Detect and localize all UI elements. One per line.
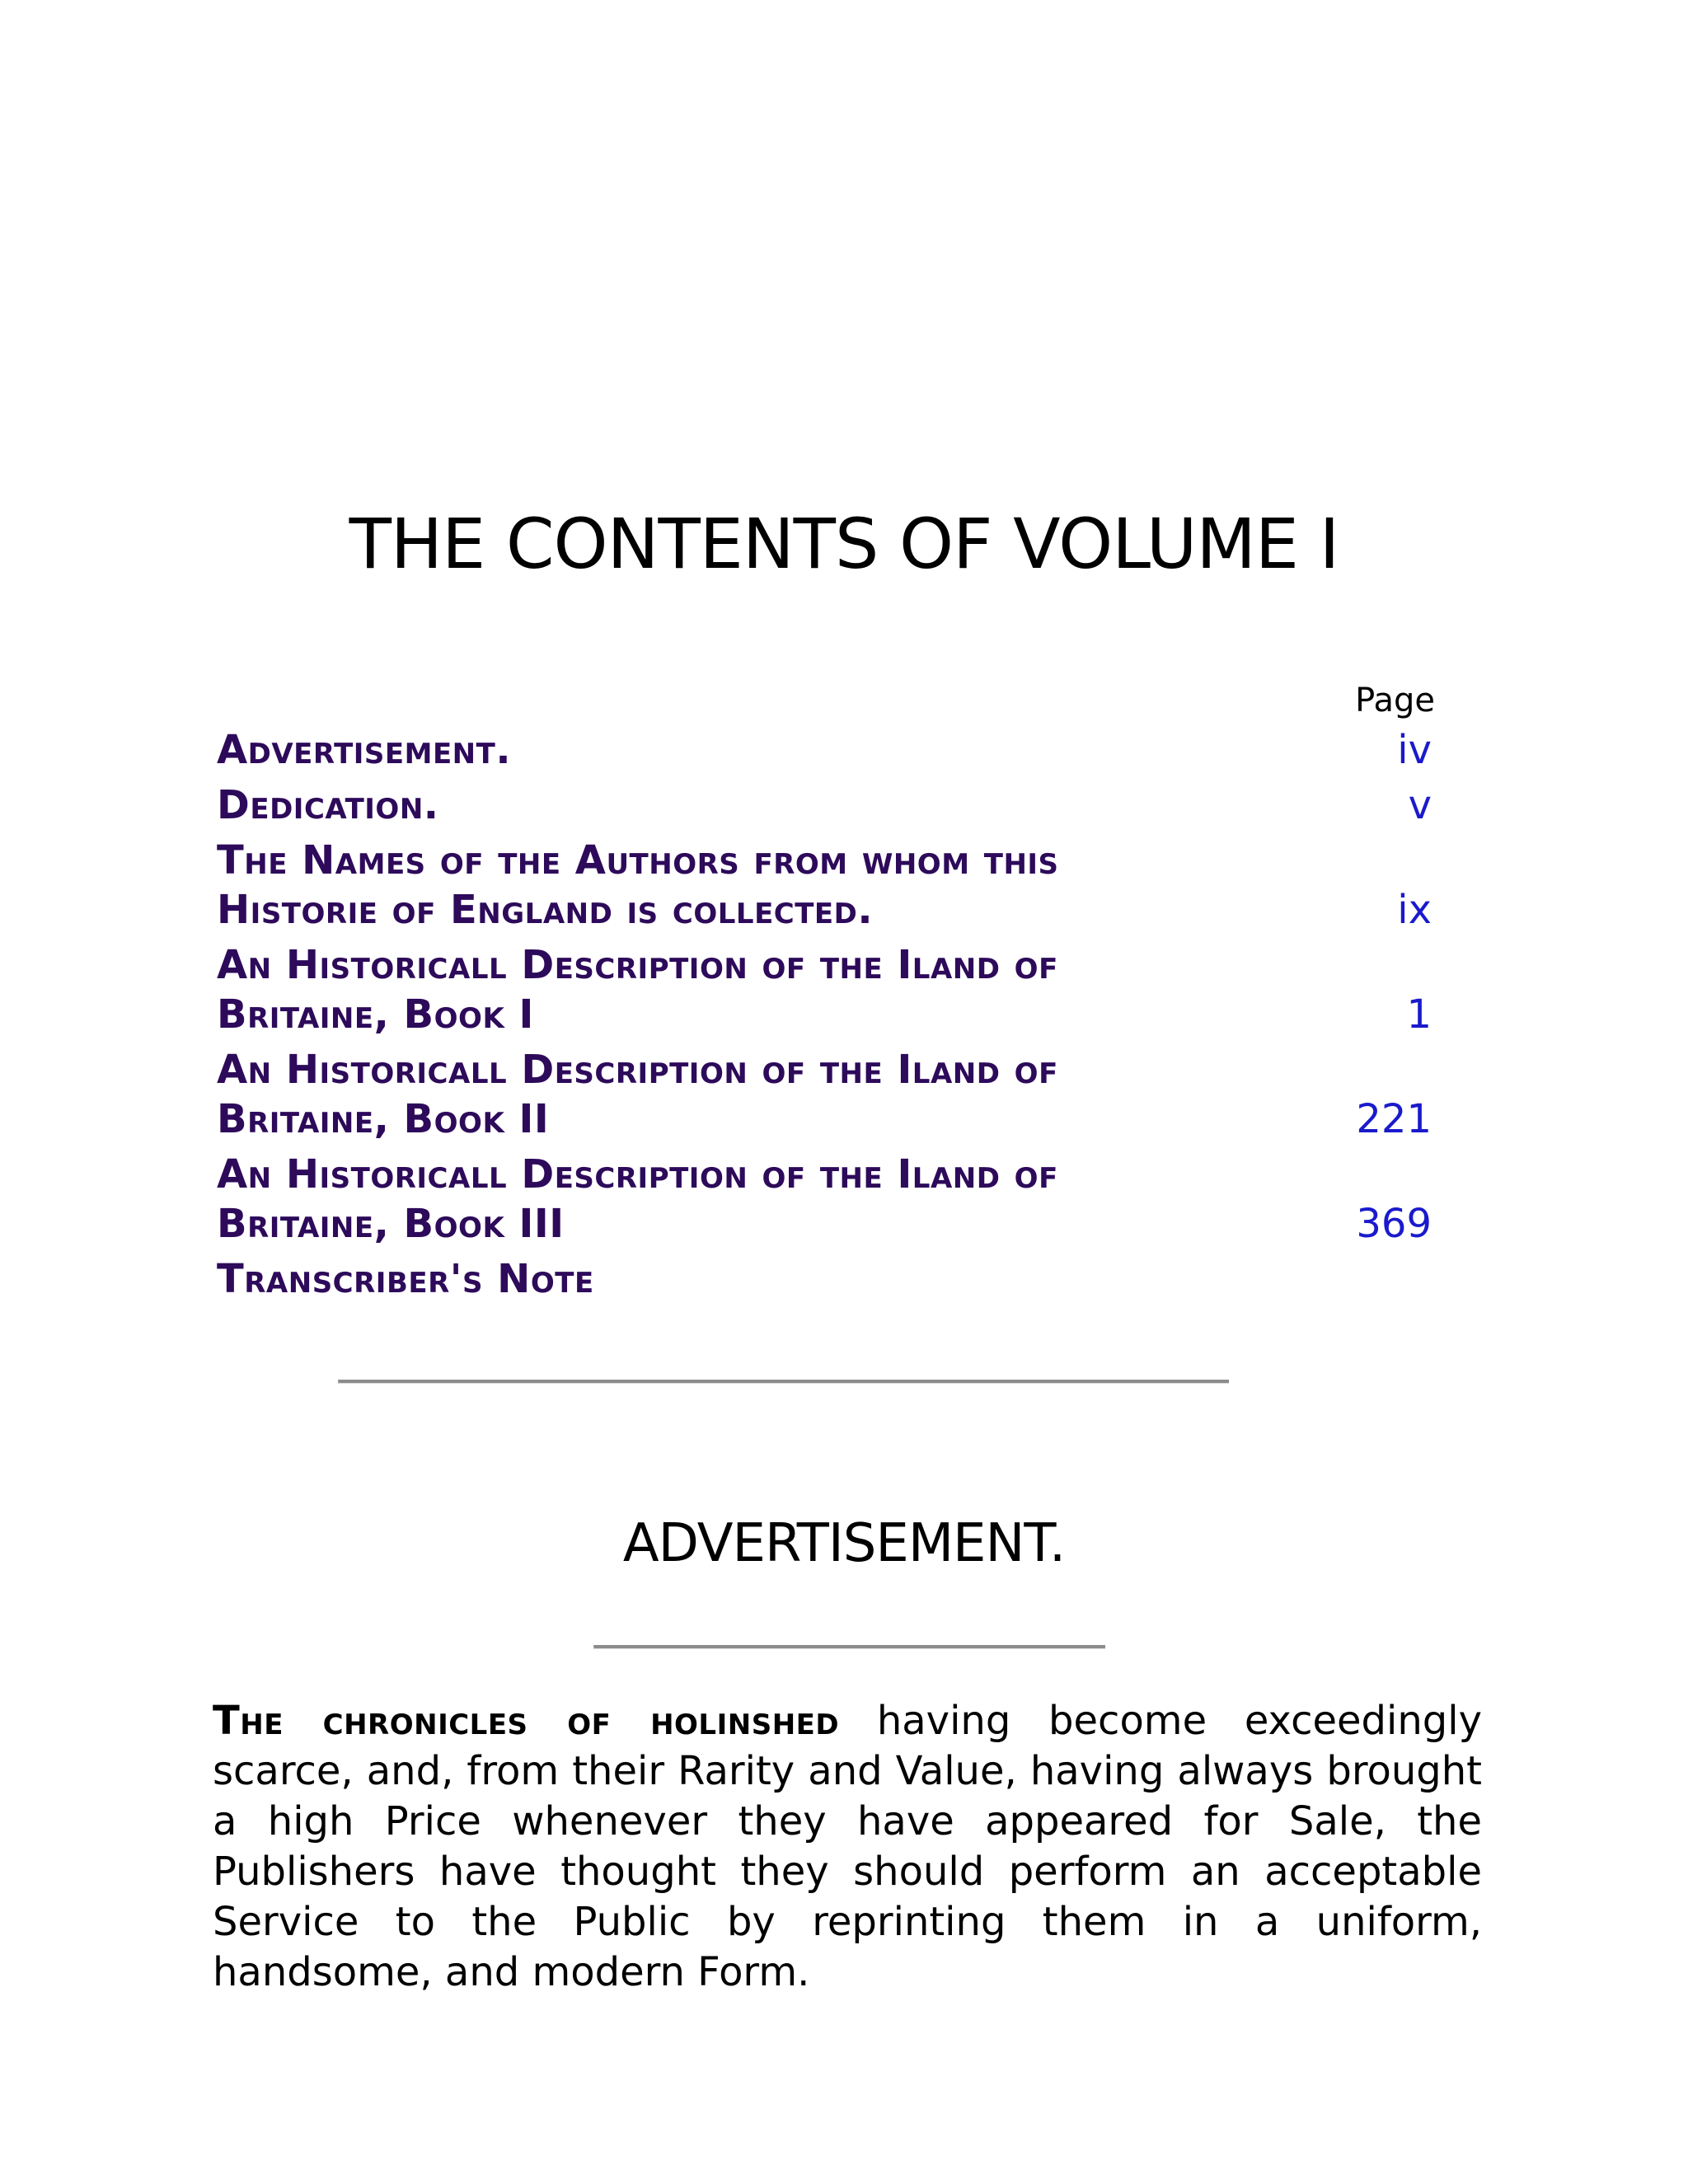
toc-entry-book-3[interactable]: An Historicall Description of the Iland of Britaine, Book III bbox=[217, 1151, 1058, 1247]
toc-entry-transcribers-note[interactable]: Transcriber's Note bbox=[217, 1256, 594, 1302]
paragraph-text: having become exceedingly scarce, and, from their Rarity and Value, having always brought a high Price whenever they have appeared for Sale, the Publishers have thought they should perform an acceptable Service to the Public by reprinting them in a uniform, handsome, and modern Form. bbox=[213, 1698, 1482, 1995]
toc-page-link[interactable]: v bbox=[1408, 782, 1432, 828]
advertisement-heading: ADVERTISEMENT. bbox=[622, 1513, 1066, 1574]
heading-divider bbox=[593, 1645, 1105, 1649]
toc-page-link[interactable]: 221 bbox=[1356, 1096, 1432, 1142]
toc-entry-advertisement[interactable]: Advertisement. bbox=[217, 727, 512, 773]
paragraph-lead-in: The chronicles of holinshed bbox=[213, 1698, 840, 1744]
toc-row-book-3 bbox=[217, 1150, 1437, 1249]
toc-row-authors bbox=[217, 836, 1437, 935]
toc-entry-book-1[interactable]: An Historicall Description of the Iland of Britaine, Book I bbox=[217, 942, 1058, 1038]
toc-page-link[interactable]: 1 bbox=[1406, 991, 1432, 1038]
toc-page-link[interactable]: ix bbox=[1397, 887, 1432, 933]
toc-page-link[interactable]: iv bbox=[1397, 727, 1432, 773]
page-title: THE CONTENTS OF VOLUME I bbox=[349, 504, 1339, 584]
toc-row-dedication bbox=[217, 780, 1437, 830]
page-column-label: Page bbox=[1355, 682, 1435, 719]
toc-row-transcribers-note bbox=[217, 1254, 1437, 1304]
table-of-contents bbox=[217, 679, 1437, 1310]
toc-row-book-2 bbox=[217, 1045, 1437, 1144]
toc-row-advertisement bbox=[217, 725, 1437, 775]
section-divider bbox=[338, 1380, 1229, 1384]
toc-entry-dedication[interactable]: Dedication. bbox=[217, 782, 439, 828]
toc-row-book-1 bbox=[217, 940, 1437, 1039]
toc-entry-authors[interactable]: The Names of the Authors from whom this Historie of England is collected. bbox=[217, 837, 1059, 933]
toc-page-link[interactable]: 369 bbox=[1356, 1201, 1432, 1247]
toc-entry-book-2[interactable]: An Historicall Description of the Iland of Britaine, Book II bbox=[217, 1047, 1058, 1142]
advertisement-paragraph bbox=[213, 1696, 1482, 1998]
